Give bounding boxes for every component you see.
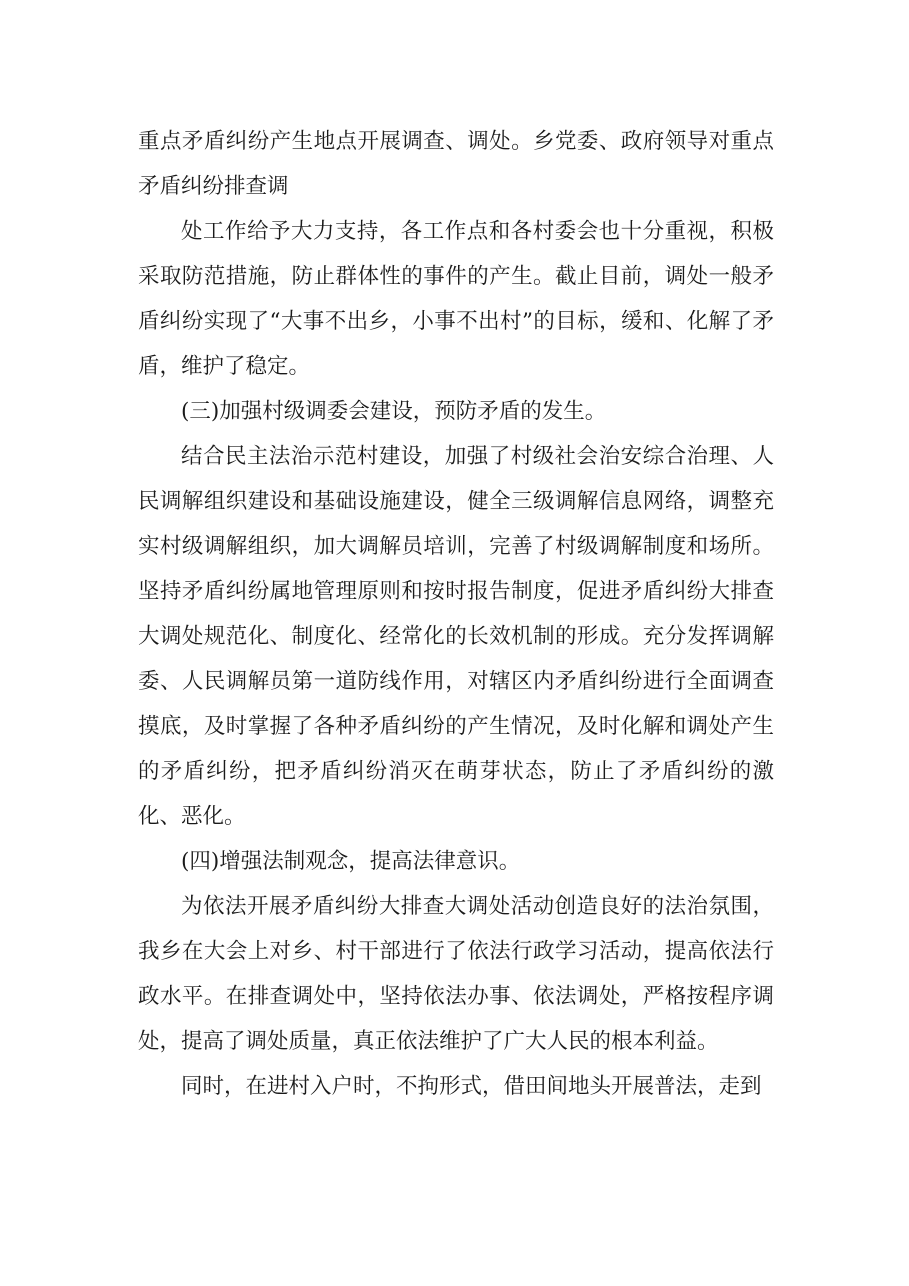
document-body — [138, 119, 774, 1109]
section-heading-three: (三)加强村级调委会建设，预防矛盾的发生。 — [181, 399, 607, 424]
paragraph-outreach: 同时，在进村入户时，不拘形式，借田间地头开展普法，走到 — [181, 1074, 762, 1099]
paragraph-continued: 重点矛盾纠纷产生地点开展调查、调处。乡党委、政府领导对重点矛盾纠纷排查调 — [138, 129, 774, 199]
paragraph-support: 处工作给予大力支持，各工作点和各村委会也十分重视，积极采取防范措施，防止群体性的事件的产生。截止目前，调处一般矛盾纠纷实现了“大事不出乡，小事不出村”的目标，缓和、化解了矛盾，维护了稳定。 — [138, 219, 774, 379]
paragraph-legal-awareness: 为依法开展矛盾纠纷大排查大调处活动创造良好的法治氛围，我乡在大会上对乡、村干部进行了依法行政学习活动，提高依法行政水平。在排查调处中，坚持依法办事、依法调处，严格按程序调处，提高了调处质量，真正依法维护了广大人民的根本利益。 — [138, 894, 774, 1054]
section-heading-four: (四)增强法制观念，提高法律意识。 — [181, 849, 521, 874]
paragraph-village-mediation: 结合民主法治示范村建设，加强了村级社会治安综合治理、人民调解组织建设和基础设施建设，健全三级调解信息网络，调整充实村级调解组织，加大调解员培训，完善了村级调解制度和场所。坚持矛盾纠纷属地管理原则和按时报告制度，促进矛盾纠纷大排查大调处规范化、制度化、经常化的长效机制的形成。充分发挥调解委、人民调解员第一道防线作用，对辖区内矛盾纠纷进行全面调查摸底，及时掌握了各种矛盾纠纷的产生情况，及时化解和调处产生的矛盾纠纷，把矛盾纠纷消灭在萌芽状态，防止了矛盾纠纷的激化、恶化。 — [138, 444, 774, 829]
